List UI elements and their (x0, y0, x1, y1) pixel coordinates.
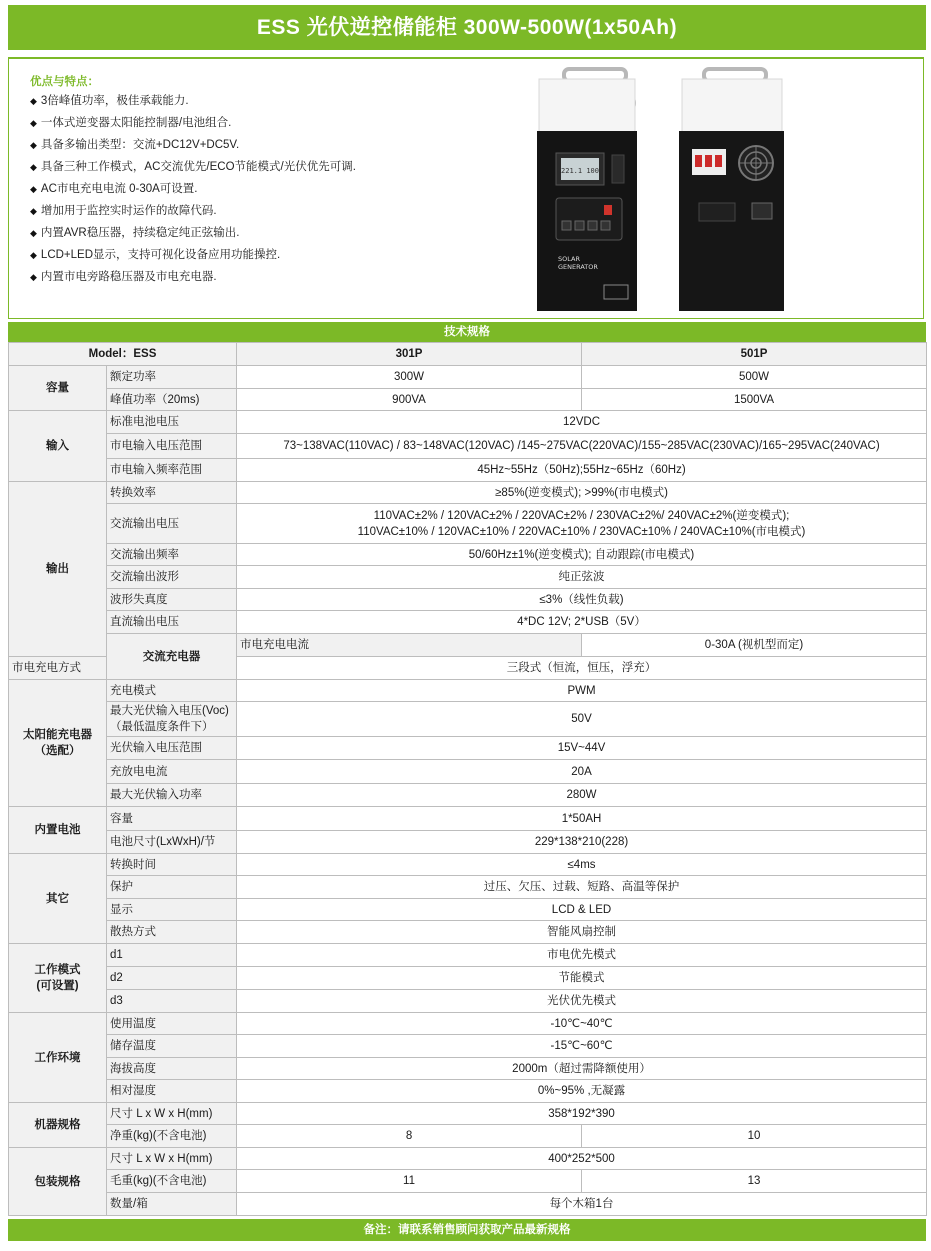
row-label: 交流输出电压 (107, 504, 237, 544)
table-row (9, 411, 927, 434)
row-label: 波形失真度 (107, 589, 237, 611)
svg-text:SOLAR: SOLAR (558, 255, 580, 263)
bullet-icon: ◆ (30, 118, 37, 128)
row-label: 海拔高度 (107, 1058, 237, 1080)
table-row (9, 967, 927, 990)
bullet-icon: ◆ (30, 96, 37, 106)
category-cell: 其它 (9, 854, 107, 944)
table-row (9, 737, 927, 760)
label-line: 最大光伏输入电压(Voc) (110, 705, 229, 717)
row-label: 散热方式 (107, 921, 237, 944)
table-row (9, 831, 927, 854)
features-list (30, 93, 356, 291)
row-label: 使用温度 (107, 1013, 237, 1035)
category-line: （选配） (34, 745, 81, 757)
bullet-icon: ◆ (30, 162, 37, 172)
value-cell: ≥85%(逆变模式); >99%(市电模式) (237, 482, 927, 504)
feature-item: ◆ 内置AVR稳压器，持续稳定纯正弦输出. (30, 227, 240, 239)
row-label (107, 702, 237, 737)
value-cell: 500W (582, 366, 927, 389)
table-row (9, 434, 927, 459)
value-cell: 12VDC (237, 411, 927, 434)
table-row (9, 1125, 927, 1148)
value-cell: 每个木箱1台 (237, 1193, 927, 1216)
category-cell: 输入 (9, 411, 107, 482)
value-cell: 45Hz~55Hz（50Hz);55Hz~65Hz（60Hz) (237, 459, 927, 482)
value-cell: -10℃~40℃ (237, 1013, 927, 1035)
row-label: 转换效率 (107, 482, 237, 504)
table-row (9, 544, 927, 566)
value-cell: 300W (237, 366, 582, 389)
row-label: 尺寸 L x W x H(mm) (107, 1148, 237, 1170)
page-title: ESS 光伏逆控储能柜 300W-500W(1x50Ah) (8, 5, 926, 50)
value-cell (237, 504, 927, 544)
row-label: d2 (107, 967, 237, 990)
feature-item: ◆ 一体式逆变器太阳能控制器/电池组合. (30, 117, 232, 129)
row-label: 市电充电电流 (237, 634, 582, 657)
category-cell (9, 680, 107, 807)
value-line: 110VAC±10% / 120VAC±10% / 220VAC±10% / 230VAC±10% / 240VAC±10%(市电模式) (357, 525, 806, 538)
row-label: 尺寸 L x W x H(mm) (107, 1103, 237, 1125)
value-cell: 光伏优先模式 (237, 990, 927, 1013)
table-row (9, 1013, 927, 1035)
category-cell: 输出 (9, 482, 107, 657)
bullet-icon: ◆ (30, 250, 37, 260)
value-cell: 73~138VAC(110VAC) / 83~148VAC(120VAC) /145~275VAC(220VAC)/155~285VAC(230VAC)/165~295VAC(240VAC) (237, 434, 927, 459)
value-cell: 节能模式 (237, 967, 927, 990)
table-row (9, 1058, 927, 1080)
value-cell: 900VA (237, 389, 582, 411)
table-row (9, 366, 927, 389)
model-301p-header: 301P (237, 343, 582, 366)
row-label: 最大光伏输入功率 (107, 784, 237, 807)
row-label: d3 (107, 990, 237, 1013)
spec-table (8, 342, 927, 1216)
model-header-cell: Model：ESS (9, 343, 237, 366)
row-label: 光伏输入电压范围 (107, 737, 237, 760)
row-label: 充电模式 (107, 680, 237, 702)
row-label: 毛重(kg)(不含电池) (107, 1170, 237, 1193)
row-label: 交流输出频率 (107, 544, 237, 566)
row-label: 转换时间 (107, 854, 237, 876)
row-label: 显示 (107, 899, 237, 921)
value-cell: 1*50AH (237, 807, 927, 831)
row-label: 充放电电流 (107, 760, 237, 784)
table-row (9, 343, 927, 366)
value-cell: -15℃~60℃ (237, 1035, 927, 1058)
category-cell: 包装规格 (9, 1148, 107, 1216)
footer-note: 备注：请联系销售顾问获取产品最新规格 (8, 1219, 926, 1241)
bullet-icon: ◆ (30, 228, 37, 238)
value-cell: 纯正弦波 (237, 566, 927, 589)
feature-item: ◆ AC市电充电电流 0-30A可设置. (30, 183, 198, 195)
value-cell: 15V~44V (237, 737, 927, 760)
row-label: 电池尺寸(LxWxH)/节 (107, 831, 237, 854)
value-cell: 2000m（超过需降额使用） (237, 1058, 927, 1080)
table-row (9, 784, 927, 807)
value-cell: 50/60Hz±1%(逆变模式); 自动跟踪(市电模式) (237, 544, 927, 566)
value-cell: 20A (237, 760, 927, 784)
category-line: 工作模式 (34, 964, 81, 976)
features-heading: 优点与特点： (30, 76, 99, 88)
row-label: 保护 (107, 876, 237, 899)
category-cell: 机器规格 (9, 1103, 107, 1148)
table-row (9, 459, 927, 482)
value-cell: 智能风扇控制 (237, 921, 927, 944)
value-cell: 过压、欠压、过载、短路、高温等保护 (237, 876, 927, 899)
table-row (9, 854, 927, 876)
table-row (9, 921, 927, 944)
back-unit-image (679, 69, 784, 311)
table-row (9, 760, 927, 784)
table-row (9, 566, 927, 589)
row-label: 峰值功率（20ms) (107, 389, 237, 411)
table-row (9, 702, 927, 737)
value-line: 110VAC±2% / 120VAC±2% / 220VAC±2% / 230VAC±2%/ 240VAC±2%(逆变模式); (373, 509, 790, 522)
value-cell: 400*252*500 (237, 1148, 927, 1170)
value-cell: 0%~95% ,无凝露 (237, 1080, 927, 1103)
category-cell: 交流充电器 (107, 634, 237, 680)
table-row (9, 899, 927, 921)
category-cell: 内置电池 (9, 807, 107, 854)
row-label: 市电充电方式 (9, 657, 107, 680)
value-cell: 11 (237, 1170, 582, 1193)
category-cell: 容量 (9, 366, 107, 411)
value-cell: 4*DC 12V; 2*USB（5V） (237, 611, 927, 634)
category-line: 太阳能充电器 (23, 729, 92, 741)
category-cell: 工作环境 (9, 1013, 107, 1103)
table-row (9, 634, 927, 657)
label-line: （最低温度条件下） (110, 721, 214, 733)
table-row (9, 990, 927, 1013)
table-row (9, 680, 927, 702)
table-row (9, 876, 927, 899)
value-cell: 8 (237, 1125, 582, 1148)
feature-item: ◆ 具备多输出类型：交流+DC12V+DC5V. (30, 139, 240, 151)
value-cell: 市电优先模式 (237, 944, 927, 967)
feature-item: ◆ 3倍峰值功率，极佳承载能力. (30, 95, 189, 107)
value-cell: 229*138*210(228) (237, 831, 927, 854)
bullet-icon: ◆ (30, 272, 37, 282)
table-row (9, 389, 927, 411)
bullet-icon: ◆ (30, 140, 37, 150)
features-panel (8, 57, 924, 319)
svg-text:221.1 100: 221.1 100 (561, 167, 599, 175)
row-label: 交流输出波形 (107, 566, 237, 589)
value-cell: 13 (582, 1170, 927, 1193)
table-row (9, 1148, 927, 1170)
feature-item: ◆ 增加用于监控实时运作的故障代码. (30, 205, 217, 217)
table-row (9, 1080, 927, 1103)
model-501p-header: 501P (582, 343, 927, 366)
svg-text:GENERATOR: GENERATOR (558, 263, 598, 271)
row-label: 净重(kg)(不含电池) (107, 1125, 237, 1148)
row-label: 储存温度 (107, 1035, 237, 1058)
table-row (9, 482, 927, 504)
value-cell: LCD & LED (237, 899, 927, 921)
table-row (9, 611, 927, 634)
value-cell: 三段式（恒流，恒压，浮充） (237, 657, 927, 680)
front-unit-image (537, 69, 637, 311)
table-row (9, 944, 927, 967)
table-row (9, 807, 927, 831)
value-cell: 0-30A (视机型而定) (582, 634, 927, 657)
row-label: 容量 (107, 807, 237, 831)
row-label: d1 (107, 944, 237, 967)
feature-item: ◆ 内置市电旁路稳压器及市电充电器. (30, 271, 217, 283)
table-row (9, 504, 927, 544)
row-label: 市电输入电压范围 (107, 434, 237, 459)
value-cell: 280W (237, 784, 927, 807)
value-cell: ≤3%（线性负载) (237, 589, 927, 611)
spec-header: 技术规格 (8, 322, 926, 342)
product-images (534, 63, 789, 313)
feature-item: ◆ LCD+LED显示，支持可视化设备应用功能操控. (30, 249, 281, 261)
bullet-icon: ◆ (30, 184, 37, 194)
row-label: 额定功率 (107, 366, 237, 389)
value-cell: ≤4ms (237, 854, 927, 876)
table-row (9, 1193, 927, 1216)
row-label: 市电输入频率范围 (107, 459, 237, 482)
value-cell: 50V (237, 702, 927, 737)
product-illustration (534, 63, 789, 313)
feature-item: ◆ 具备三种工作模式，AC交流优先/ECO节能模式/光伏优先可调. (30, 161, 356, 173)
value-cell: 1500VA (582, 389, 927, 411)
row-label: 相对湿度 (107, 1080, 237, 1103)
row-label: 数量/箱 (107, 1193, 237, 1216)
value-cell: 358*192*390 (237, 1103, 927, 1125)
table-row (9, 1103, 927, 1125)
bullet-icon: ◆ (30, 206, 37, 216)
table-row (9, 589, 927, 611)
row-label: 直流输出电压 (107, 611, 237, 634)
table-row (9, 1170, 927, 1193)
value-cell: 10 (582, 1125, 927, 1148)
category-line: (可设置) (36, 980, 79, 992)
table-row (9, 1035, 927, 1058)
row-label: 标准电池电压 (107, 411, 237, 434)
category-cell (9, 944, 107, 1013)
value-cell: PWM (237, 680, 927, 702)
